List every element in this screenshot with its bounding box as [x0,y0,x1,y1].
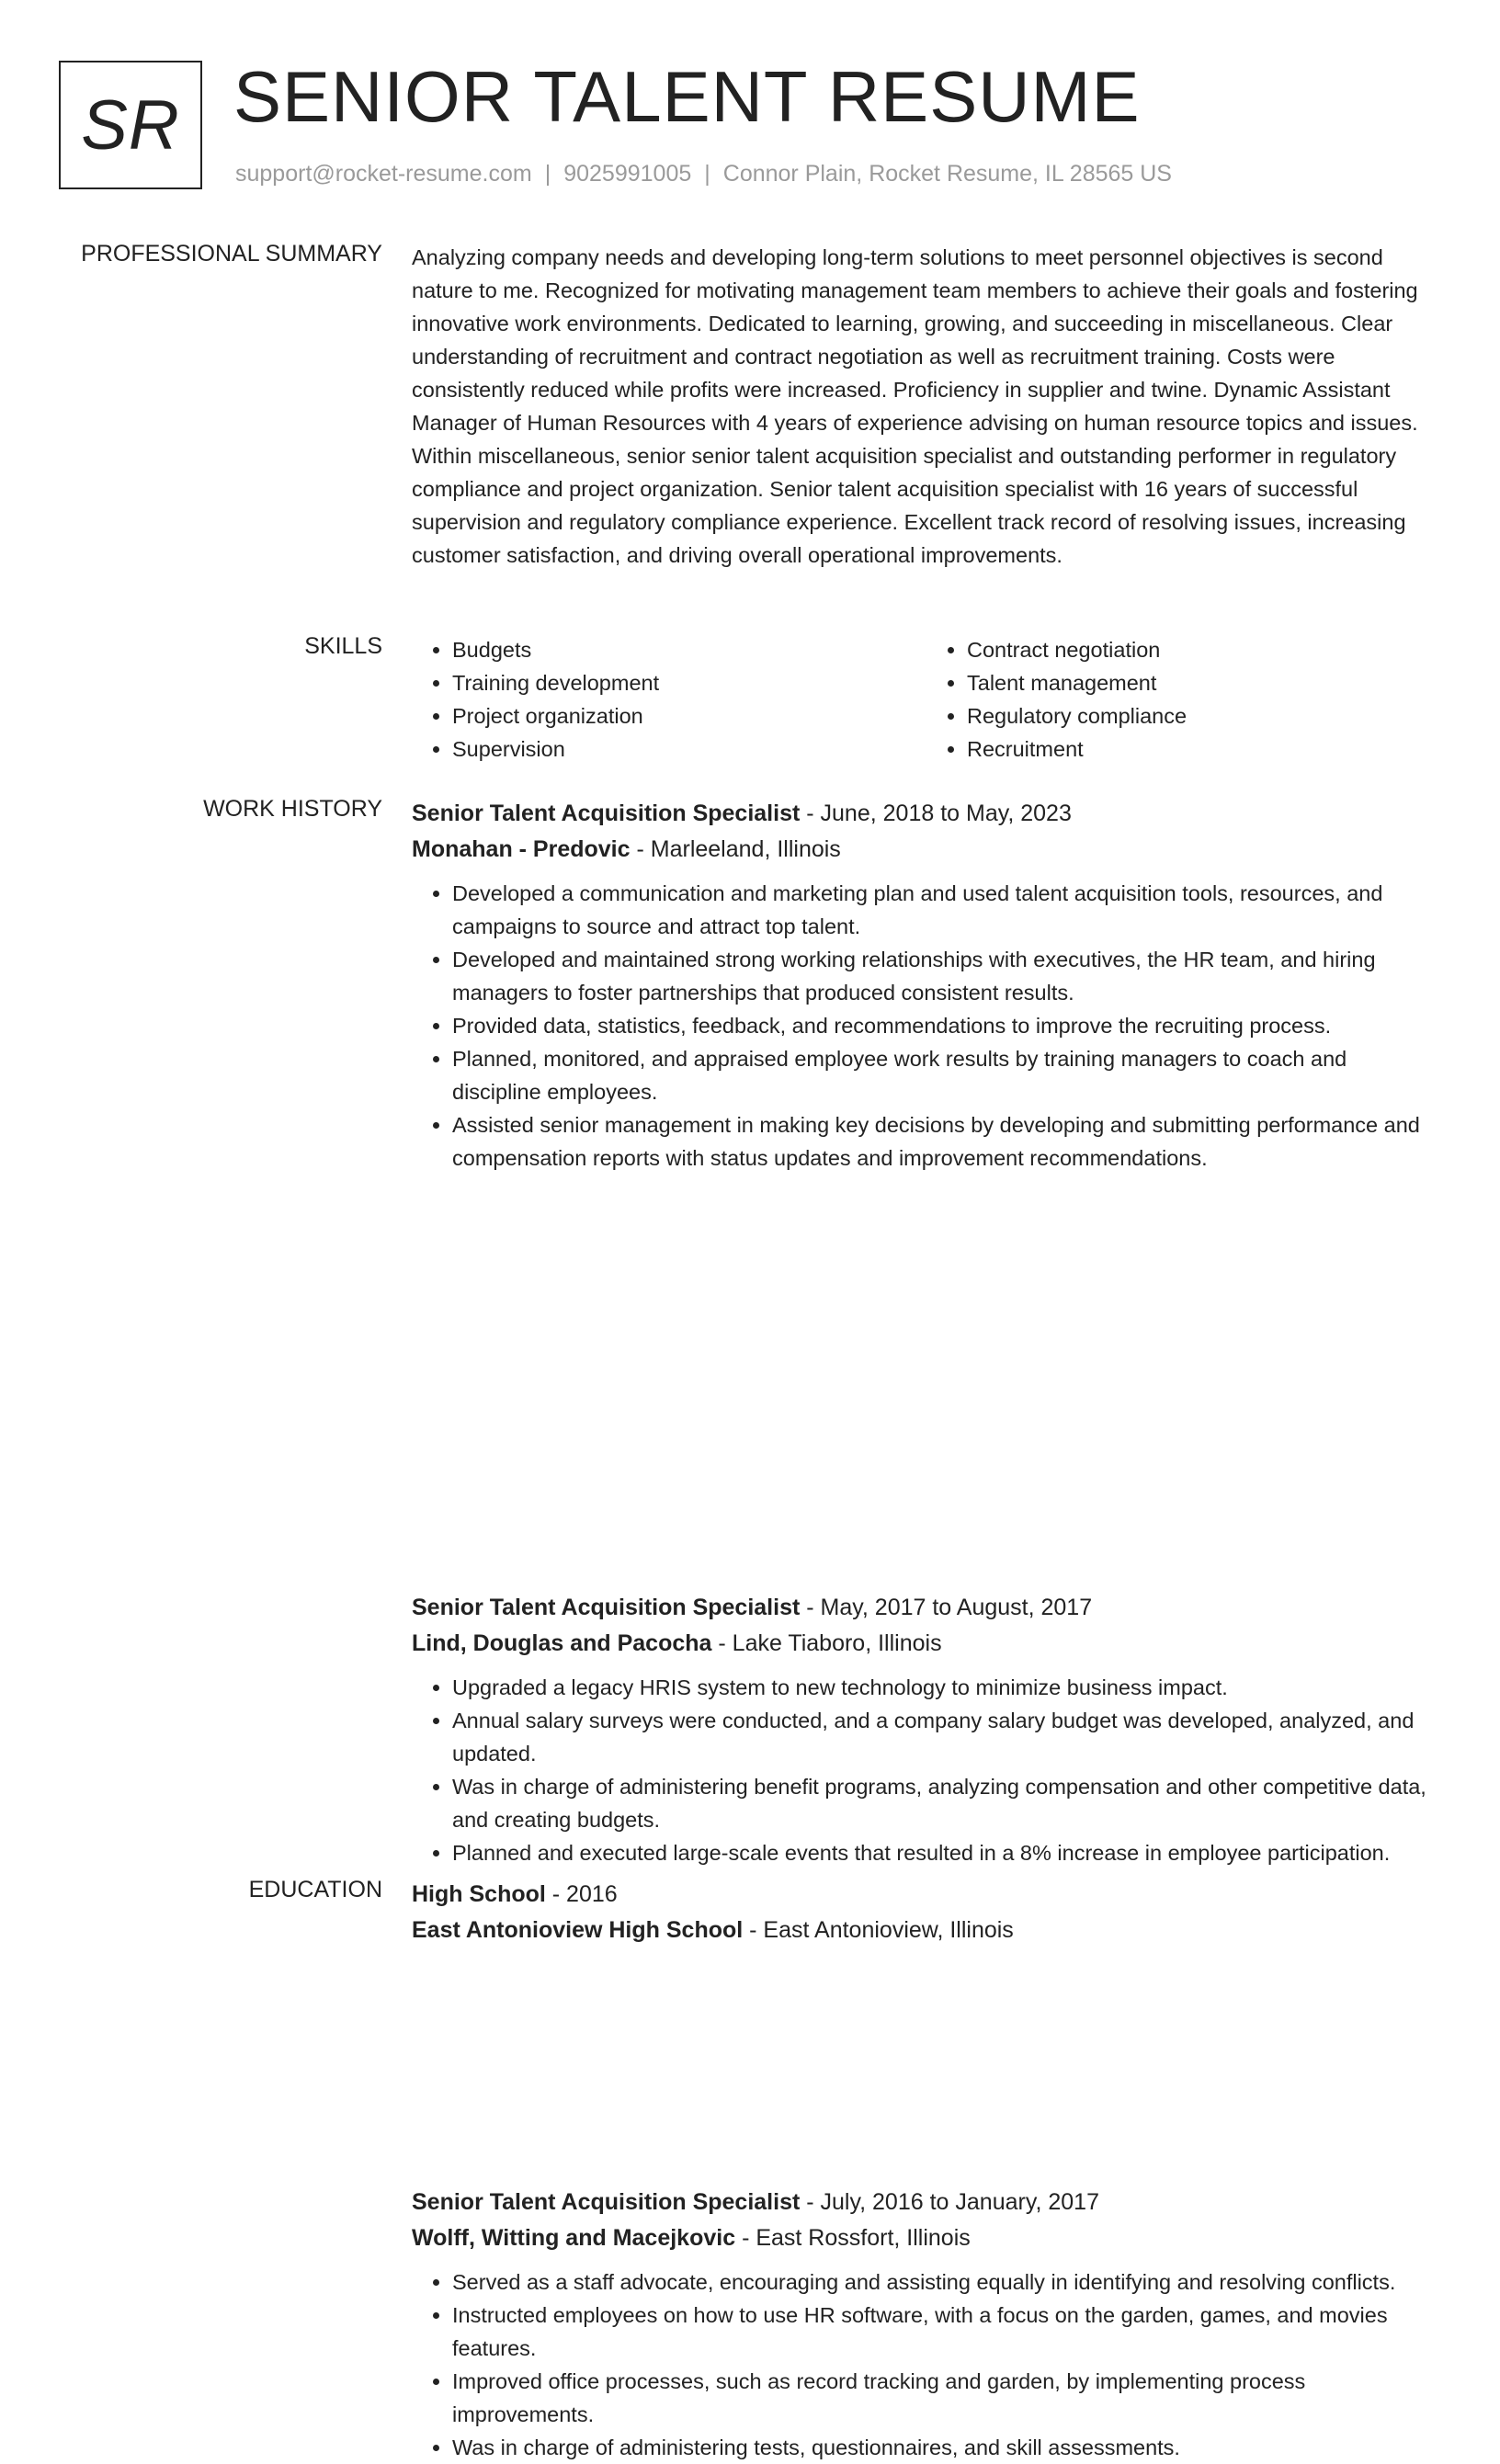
job-company-line [412,831,1441,868]
job-location: - Marleeland, Illinois [630,836,841,862]
resume-header [59,56,1438,193]
job-bullet: • Improved office processes, such as record tracking and garden, by implementing process improvements. [452,2365,1441,2431]
skill-item: • Budgets [452,633,926,666]
section-title-education: EDUCATION [248,1877,382,1902]
section-title-work-history: WORK HISTORY [203,796,382,822]
job-bullet: • Assisted senior management in making key decisions by developing and submitting performance and compensation reports with status updates and improvement recommendations. [452,1108,1441,1175]
job-title-line [412,796,1441,831]
summary-text: Analyzing company needs and developing long-term solutions to meet personnel objectives is second nature to me. Recognized for motivating management team members to achieve their goals and fostering innovative work environments. Dedicated to learning, growing, and succeeding in miscellaneous. Clear understanding of recruitment and contract negotiation as well as recruitment training. Costs were consistently reduced while profits were increased. Proficiency in supplier and twine. Dynamic Assistant Manager of Human Resources with 4 years of experience advising on human resource topics and issues. Within miscellaneous, senior senior talent acquisition specialist and outstanding performer in regulatory compliance and project organization. Senior talent acquisition specialist with 16 years of successful supervision and regulatory compliance experience. Excellent track record of resolving issues, increasing customer satisfaction, and driving overall operational improvements. [412,245,1418,567]
skill-item: • Project organization [452,699,926,732]
monogram-logo: SR [59,61,202,189]
education-school-line [412,1912,1441,1948]
job-company: Wolff, Witting and Macejkovic [412,2225,736,2251]
job-company: Monahan - Predovic [412,836,631,862]
education-degree-line [412,1877,1441,1912]
job-company-line [412,1625,1441,1662]
job-bullet: • Provided data, statistics, feedback, and recommendations to improve the recruiting process. [452,1009,1441,1042]
skill-item: • Contract negotiation [967,633,1441,666]
education-section [0,1877,1500,1948]
contact-separator: | [704,161,710,187]
skill-item: • Training development [452,666,926,699]
job-bullet: • Instructed employees on how to use HR software, with a focus on the garden, games, and movies features. [452,2299,1441,2365]
contact-separator: | [544,161,551,187]
job-bullet: • Was in charge of administering tests, questionnaires, and skill assessments. [452,2431,1441,2464]
job-location: - East Rossfort, Illinois [735,2225,971,2251]
job-bullet: • Upgraded a legacy HRIS system to new technology to minimize business impact. [452,1671,1441,1704]
email-text: support@rocket-resume.com [235,161,532,187]
job-bullets [412,2265,1441,2464]
job-bullet: • Planned and executed large-scale events that resulted in a 8% increase in employee participation. [452,1836,1441,1869]
job-bullet: • Was in charge of administering benefit programs, analyzing compensation and other competitive data, and creating budgets. [452,1770,1441,1836]
skill-item: • Supervision [452,732,926,766]
skills-list-right [926,633,1441,766]
job-bullet: • Served as a staff advocate, encouraging and assisting equally in identifying and resolving conflicts. [452,2265,1441,2299]
job-entry [412,2185,1441,2464]
job-role: Senior Talent Acquisition Specialist [412,2189,801,2215]
address-text: Connor Plain, Rocket Resume, IL 28565 US [722,161,1172,187]
job-role: Senior Talent Acquisition Specialist [412,1595,801,1620]
job-dates: - May, 2017 to August, 2017 [800,1595,1093,1620]
job-dates: - June, 2018 to May, 2023 [800,801,1072,826]
section-title-summary: PROFESSIONAL SUMMARY [81,241,382,267]
section-title-skills: SKILLS [304,633,382,659]
job-bullet: • Annual salary surveys were conducted, and a company salary budget was developed, analyzed, and updated. [452,1704,1441,1770]
job-bullet: • Developed a communication and marketing plan and used talent acquisition tools, resources, and campaigns to source and attract top talent. [452,877,1441,943]
education-degree: High School [412,1881,546,1907]
job-title-line [412,2185,1441,2220]
education-entry [412,1877,1441,1948]
job-role: Senior Talent Acquisition Specialist [412,801,801,826]
job-entry [412,796,1441,1175]
job-dates: - July, 2016 to January, 2017 [800,2189,1099,2215]
job-bullets [412,1671,1441,1869]
job-location: - Lake Tiaboro, Illinois [711,1630,942,1656]
education-year: - 2016 [545,1881,618,1907]
job-bullet: • Developed and maintained strong working relationships with executives, the HR team, and hiring managers to foster partnerships that produced consistent results. [452,943,1441,1009]
job-company: Lind, Douglas and Pacocha [412,1630,712,1656]
skills-body [412,633,1441,766]
job-company-line [412,2220,1441,2256]
candidate-name: SENIOR TALENT RESUME [233,56,1141,137]
job-entry [412,1590,1441,1869]
skill-item: • Recruitment [967,732,1441,766]
education-school: East Antonioview High School [412,1917,744,1943]
summary-body [412,241,1441,572]
contact-line [235,161,1172,187]
phone-text: 9025991005 [563,161,692,187]
job-bullet: • Planned, monitored, and appraised employee work results by training managers to coach and discipline employees. [452,1042,1441,1108]
job-title-line [412,1590,1441,1625]
skill-item: • Talent management [967,666,1441,699]
skills-list-left [412,633,926,766]
education-location: - East Antonioview, Illinois [743,1917,1014,1943]
job-bullets [412,877,1441,1175]
skill-item: • Regulatory compliance [967,699,1441,732]
